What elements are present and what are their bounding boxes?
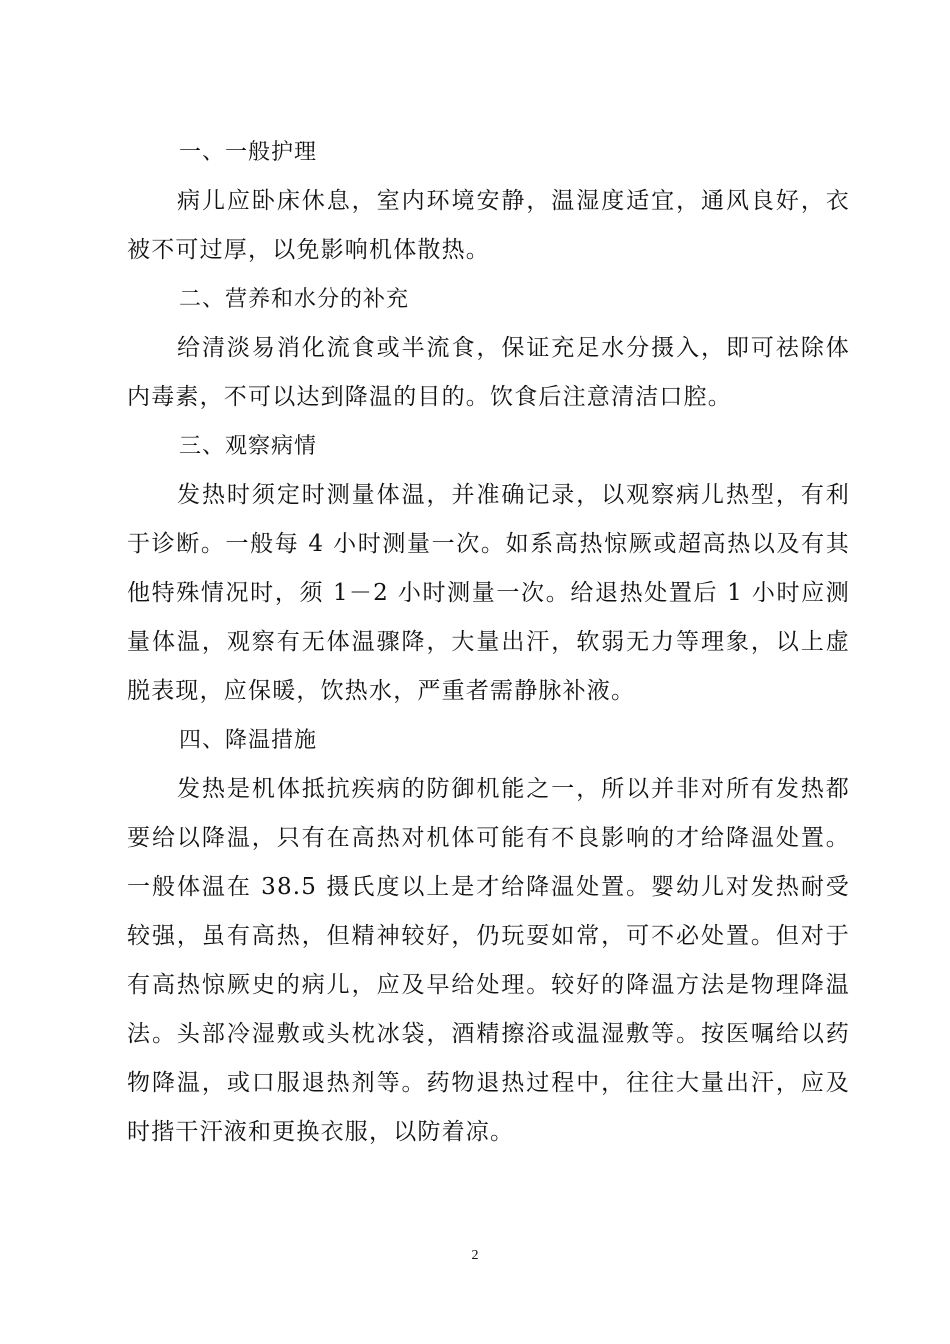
section-heading-observation: 三、观察病情 (179, 434, 318, 459)
section-heading-cooling: 四、降温措施 (179, 728, 318, 753)
section-body-observation: 发热时须定时测量体温，并准确记录，以观察病儿热型，有利于诊断。一般每 4 小时测量一次。如系高热惊厥或超高热以及有其他特殊情况时，须 1－2 小时测量一次。给退热处置后 1 小时应测量体温，观察有无体温骤降，大量出汗，软弱无力等理象，以上虚脱表现，应保暖，饮热水，严重者需静脉补液。 (127, 482, 850, 704)
section-body-cooling: 发热是机体抵抗疾病的防御机能之一，所以并非对所有发热都要给以降温，只有在高热对机体可能有不良影响的才给降温处置。一般体温在 38.5 摄氏度以上是才给降温处置。婴幼儿对发热耐受较强，虽有高热，但精神较好，仍玩耍如常，可不必处置。但对于有高热惊厥史的病儿，应及早给处理。较好的降温方法是物理降温法。头部冷湿敷或头枕冰袋，酒精擦浴或温湿敷等。按医嘱给以药物降温，或口服退热剂等。药物退热过程中，往往大量出汗，应及时揩干汗液和更换衣服，以防着凉。 (127, 776, 850, 1145)
page-number: 2 (471, 1248, 479, 1263)
document-content (127, 128, 850, 1157)
section-heading-general-care: 一、一般护理 (179, 140, 318, 165)
section-body-general-care: 病儿应卧床休息，室内环境安静，温湿度适宜，通风良好，衣被不可过厚，以免影响机体散热。 (127, 188, 850, 263)
section-body-nutrition: 给清淡易消化流食或半流食，保证充足水分摄入，即可祛除体内毒素，不可以达到降温的目的。饮食后注意清洁口腔。 (127, 335, 850, 410)
section-heading-nutrition: 二、营养和水分的补充 (179, 287, 410, 312)
